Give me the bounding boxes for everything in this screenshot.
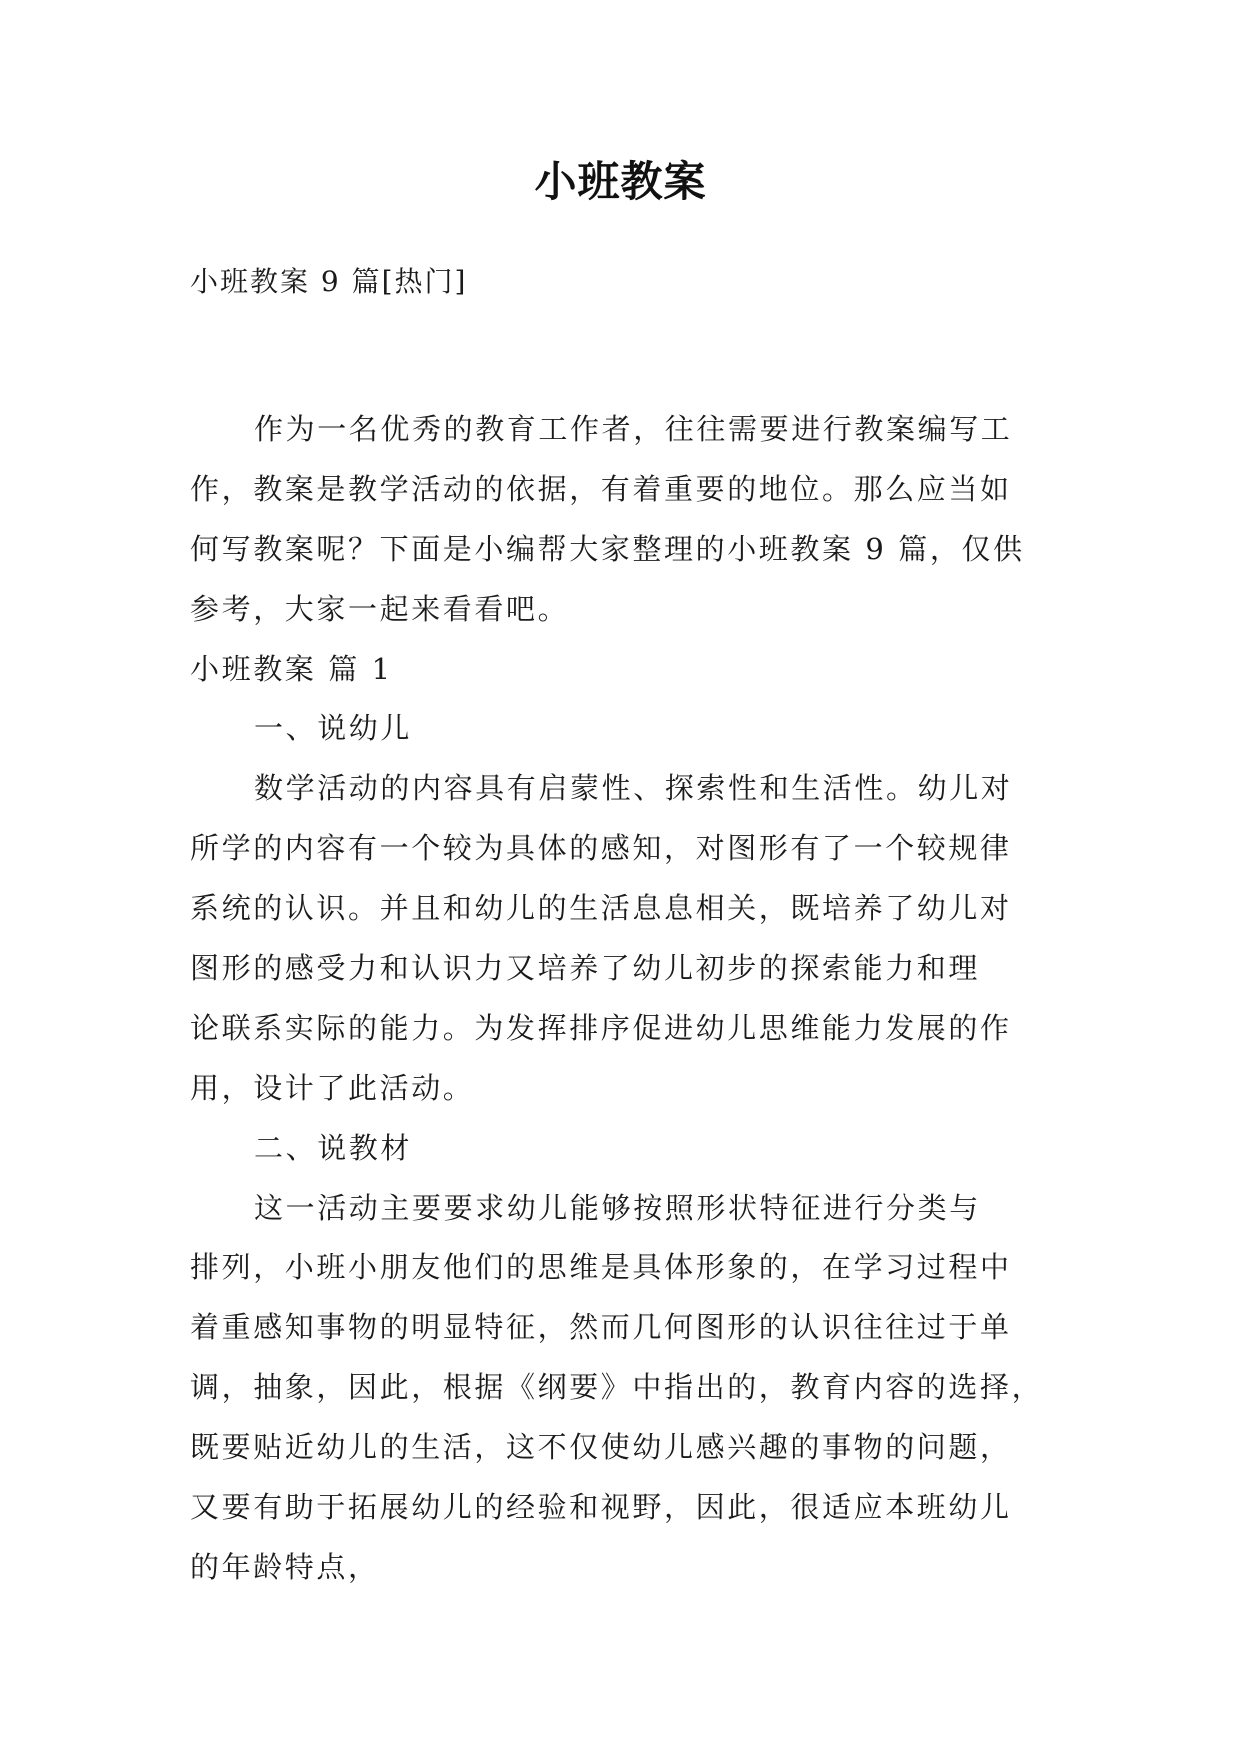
- paragraph-line: 数学活动的内容具有启蒙性、探索性和生活性。幼儿对: [254, 771, 1013, 806]
- document-title: 小班教案: [534, 157, 707, 206]
- document-body: [190, 400, 1050, 1598]
- paragraph-line: 何写教案呢？下面是小编帮大家整理的小班教案 9 篇，仅供: [190, 531, 1025, 566]
- paragraph-line: 系统的认识。并且和幼儿的生活息息相关，既培养了幼儿对: [190, 891, 1012, 926]
- document-subtitle: 小班教案 9 篇[热门]: [190, 265, 468, 298]
- paragraph-line: 这一活动主要要求幼儿能够按照形状特征进行分类与: [254, 1190, 981, 1225]
- paragraph-line: 所学的内容有一个较为具体的感知，对图形有了一个较规律: [190, 831, 1012, 866]
- paragraph-line: 排列，小班小朋友他们的思维是具体形象的，在学习过程中: [190, 1250, 1012, 1285]
- paragraph-line: 的年龄特点，: [190, 1549, 380, 1584]
- subsection-heading: 一、说幼儿: [254, 711, 413, 746]
- paragraph-line: 作，教案是教学活动的依据，有着重要的地位。那么应当如: [190, 471, 1012, 506]
- paragraph-line: 图形的感受力和认识力又培养了幼儿初步的探索能力和理: [190, 951, 981, 986]
- paragraph-line: 调，抽象，因此，根据《纲要》中指出的，教育内容的选择，: [190, 1370, 1044, 1405]
- paragraph-line: 着重感知事物的明显特征，然而几何图形的认识往往过于单: [190, 1310, 1012, 1345]
- paragraph-line: 又要有助于拓展幼儿的经验和视野，因此，很适应本班幼儿: [190, 1490, 1012, 1525]
- paragraph-line: 用，设计了此活动。: [190, 1070, 475, 1105]
- paragraph-line: 作为一名优秀的教育工作者，往往需要进行教案编写工: [254, 412, 1013, 446]
- paragraph-line: 论联系实际的能力。为发挥排序促进幼儿思维能力发展的作: [190, 1010, 1012, 1045]
- paragraph-line: 参考，大家一起来看看吧。: [190, 591, 570, 626]
- paragraph-line: 既要贴近幼儿的生活，这不仅使幼儿感兴趣的事物的问题，: [190, 1430, 1012, 1465]
- section-heading: 小班教案 篇 1: [190, 651, 393, 686]
- subsection-heading: 二、说教材: [254, 1130, 413, 1165]
